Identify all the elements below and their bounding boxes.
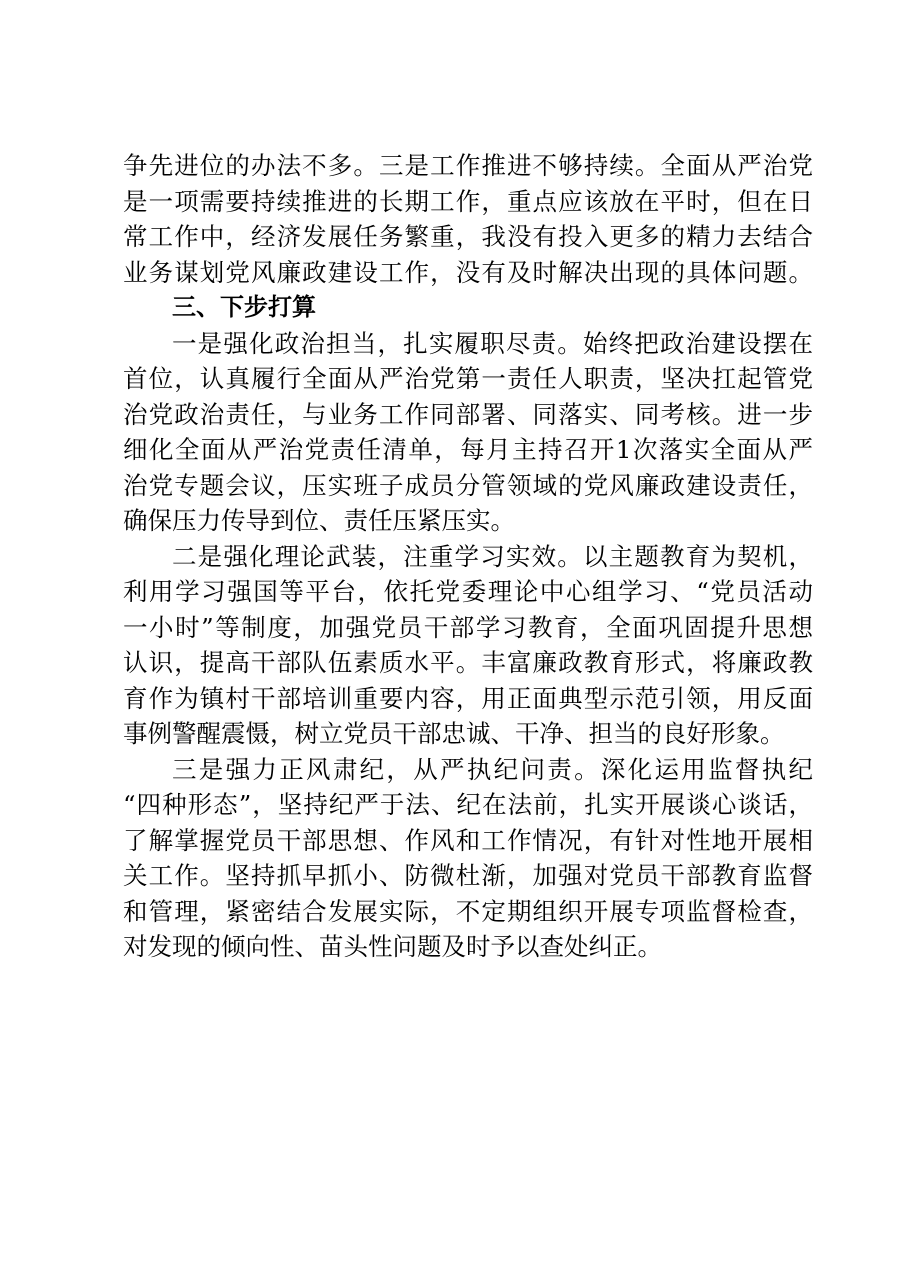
text-line: 利用学习强国等平台，依托党委理论中心组学习、“党员活动 bbox=[123, 577, 813, 606]
text-line: 一小时”等制度，加强党员干部学习教育，全面巩固提升思想 bbox=[123, 612, 813, 642]
text-line: 认识，提高干部队伍素质水平。丰富廉政教育形式，将廉政教 bbox=[123, 648, 813, 677]
document-body bbox=[123, 148, 813, 965]
text-line: 和管理，紧密结合发展实际，不定期组织开展专项监督检查， bbox=[123, 896, 813, 926]
text-line: 对发现的倾向性、苗头性问题及时予以查处纠正。 bbox=[123, 932, 662, 961]
text-line: 细化全面从严治党责任清单，每月主持召开1次落实全面从严 bbox=[123, 435, 813, 464]
paragraph-theory-study bbox=[123, 539, 813, 752]
text-line: 三是强力正风肃纪，从严执纪问责。深化运用监督执纪 bbox=[172, 754, 813, 784]
text-line: 常工作中，经济发展任务繁重，我没有投入更多的精力去结合 bbox=[123, 222, 813, 251]
text-line: 业务谋划党风廉政建设工作，没有及时解决出现的具体问题。 bbox=[123, 257, 813, 287]
paragraph-intro bbox=[123, 148, 813, 290]
paragraph-discipline bbox=[123, 752, 813, 965]
section-heading: 三、下步打算 bbox=[172, 293, 316, 321]
text-line: 关工作。坚持抓早抓小、防微杜渐，加强对党员干部教育监督 bbox=[123, 861, 813, 890]
text-line: 确保压力传导到位、责任压紧压实。 bbox=[123, 506, 515, 535]
text-line: 治党专题会议，压实班子成员分管领域的党风廉政建设责任， bbox=[123, 470, 813, 500]
text-line: 育作为镇村干部培训重要内容，用正面典型示范引领，用反面 bbox=[123, 683, 813, 713]
text-line: “四种形态”，坚持纪严于法、纪在法前，扎实开展谈心谈话， bbox=[123, 790, 813, 819]
paragraph-political-responsibility bbox=[123, 326, 813, 539]
text-line: 了解掌握党员干部思想、作风和工作情况，有针对性地开展相 bbox=[123, 825, 813, 855]
text-line: 争先进位的办法不多。三是工作推进不够持续。全面从严治党 bbox=[123, 151, 813, 180]
text-line: 事例警醒震慑，树立党员干部忠诚、干净、担当的良好形象。 bbox=[123, 719, 785, 748]
text-line: 二是强化理论武装，注重学习实效。以主题教育为契机， bbox=[172, 541, 813, 571]
text-line: 治党政治责任，与业务工作同部署、同落实、同考核。进一步 bbox=[123, 399, 813, 429]
text-line: 是一项需要持续推进的长期工作，重点应该放在平时，但在日 bbox=[123, 186, 813, 216]
text-line: 首位，认真履行全面从严治党第一责任人职责，坚决扛起管党 bbox=[123, 364, 813, 393]
text-line: 一是强化政治担当，扎实履职尽责。始终把政治建设摆在 bbox=[172, 328, 813, 358]
